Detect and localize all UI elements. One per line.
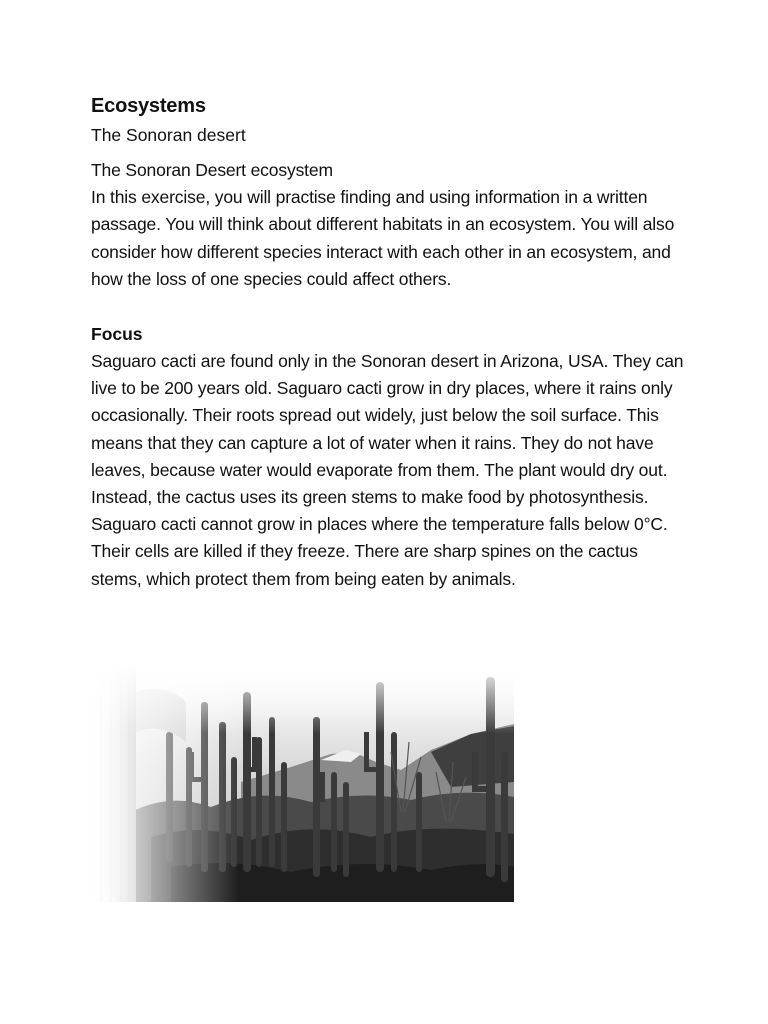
section-heading: The Sonoran Desert ecosystem xyxy=(91,160,333,180)
intro-paragraph: In this exercise, you will practise finding and using information in a written passage. You will think about different habitats in an ecosystem. You will also consider how different species interact with each other in an ecosystem, and how the loss of one species could affect others. xyxy=(91,187,675,289)
page-title: Ecosystems xyxy=(91,95,206,117)
saguaro-cacti-photo xyxy=(91,662,514,902)
page-subtitle: The Sonoran desert xyxy=(91,125,246,145)
paragraph-spacer xyxy=(91,293,691,321)
focus-paragraph: Saguaro cacti are found only in the Sonoran desert in Arizona, USA. They can live to be 200 years old. Saguaro cacti grow in dry places, where it rains only occasionally. Their roots spread out widely, just below the soil surface. This means that they can capture a lot of water when it rains. They do not have leaves, because water would evaporate from them. The plant would dry out. Instead, the cactus uses its green stems to make food by photosynthesis. Saguaro cacti cannot grow in places where the temperature falls below 0°C. Their cells are killed if they freeze. There are sharp spines on the cactus stems, which protect them from being eaten by animals. xyxy=(91,351,684,589)
document-body xyxy=(91,92,691,593)
focus-heading: Focus xyxy=(91,324,143,345)
